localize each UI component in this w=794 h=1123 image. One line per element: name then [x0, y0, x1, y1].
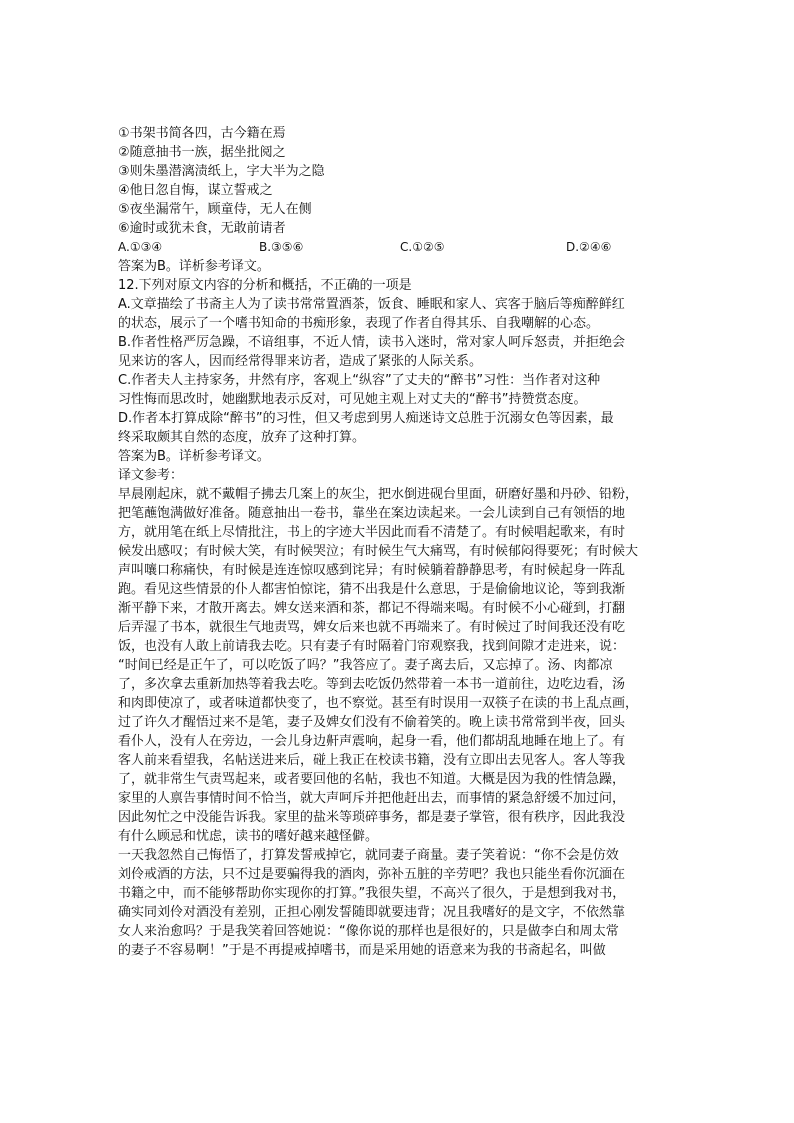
option-d: D.②④⑥	[566, 240, 612, 254]
text-line: 了，多次拿去重新加热等着我去吃。等到去吃饭仍然带着一本书一道前往，边吃边看，汤	[118, 677, 626, 692]
text-line: C.作者夫人主持家务，井然有序，客观上“纵容”了丈夫的“醉书”习性：当作者对这种	[118, 373, 601, 388]
text-line: D.作者本打算成除“醉书”的习性，但又考虑到男人痴迷诗文总胜于沉溺女色等因素，最	[118, 411, 614, 426]
text-line: 见来访的客人，因而经常得罪来访者，造成了紧张的人际关系。	[118, 354, 483, 369]
question-12	[118, 276, 678, 466]
answer-line: 答案为B。详析参考译文。	[118, 449, 270, 464]
text-line: 确实同刘伶对酒没有差别，正担心刚发誓随即就要违背；况且我嗜好的是文字，不依然靠	[118, 905, 626, 920]
text-line: 一天我忽然自己悔悟了，打算发誓戒掉它，就同妻子商量。妻子笑着说：“你不会是仿效	[118, 848, 619, 863]
text-line: 习性悔而思改时，她幽默地表示反对，可见她主观上对丈夫的“醉书”持赞赏态度。	[118, 392, 587, 407]
text-line: 方，就用笔在纸上尽情批注，书上的字迹大半因此而看不清楚了。有时候唱起歌来，有时	[118, 525, 626, 540]
text-line: B.作者性格严厉急躁，不谙组事，不近人情，读书入迷时，常对家人呵斥怒责，并拒绝会	[118, 335, 626, 350]
translation-section	[118, 466, 678, 960]
item-line: ⑥逾时或犹未食，无敢前请者	[118, 221, 286, 236]
option-b: B.③⑤⑥	[259, 240, 304, 254]
text-line: 的状态，展示了一个嗜书知命的书痴形象，表现了作者自得其乐、自我嘲解的心态。	[118, 316, 600, 331]
text-line: 女人来治愈吗？于是我笑着回答她说：“像你说的那样也是很好的，只是做李白和周太常	[118, 924, 619, 939]
text-line: 因此匆忙之中没能告诉我。家里的盐米等琐碎事务，都是妻子掌管，很有秩序，因此我没	[118, 810, 626, 825]
text-line: 早晨刚起床，就不戴帽子拂去几案上的灰尘，把水倒进砚台里面，研磨好墨和丹砂、铅粉，	[118, 487, 639, 502]
option-c: C.①②⑤	[400, 240, 445, 254]
text-line: 终采取颇其自然的态度，放弃了这种打算。	[118, 430, 366, 445]
question-11-items	[118, 124, 678, 238]
text-line: 的妻子不容易啊！”于是不再提戒掉嗜书，而是采用她的语意来为我的书斋起名，叫做	[118, 943, 606, 958]
text-line: 饭，也没有人敢上前请我去吃。只有妻子有时隔着门帘观察我，找到间隙才走进来，说：	[118, 639, 626, 654]
text-line: 和肉即使凉了，或者味道都快变了，也不察觉。甚至有时误用一双筷子在读的书上乱点画，	[118, 696, 639, 711]
text-line: 客人前来看望我，名帖送进来后，碰上我正在校读书籍，没有立即出去见客人。客人等我	[118, 753, 626, 768]
item-line: ⑤夜坐漏常午，顾童侍，无人在侧	[118, 202, 312, 217]
question-11-options	[118, 238, 678, 257]
item-line: ③则朱墨潜漓渍纸上，字大半为之隐	[118, 164, 325, 179]
text-line: 渐平静下来，才散开离去。婢女送来酒和茶，都记不得端来喝。有时候不小心碰到，打翻	[118, 601, 626, 616]
option-a: A.①③④	[118, 240, 163, 254]
answer-line: 答案为B。详析参考译文。	[118, 259, 270, 274]
text-line: 把笔蘸饱满做好准备。随意抽出一卷书，靠坐在案边读起来。一会儿读到自己有领悟的地	[118, 506, 626, 521]
text-line: 声叫嚷口称痛快，有时候是连连惊叹感到诧异；有时候躺着静静思考，有时候起身一阵乱	[118, 563, 626, 578]
item-line: ②随意抽书一族，据坐批阅之	[118, 145, 286, 160]
text-line: 12.下列对原文内容的分析和概括，不正确的一项是	[118, 278, 412, 293]
text-line: 看仆人，没有人在旁边，一会儿身边鼾声震响，起身一看，他们都胡乱地睡在地上了。有	[118, 734, 626, 749]
text-line: 过了许久才醒悟过来不是笔，妻子及婢女们没有不偷着笑的。晚上读书常常到半夜，回头	[118, 715, 626, 730]
text-line: 书籍之中，而不能够帮助你实现你的打算。”我很失望，不高兴了很久，于是想到我对书，	[118, 886, 626, 901]
text-line: 刘伶戒酒的方法，只不过是要骗得我的酒肉，弥补五脏的辛劳吧？我也只能坐看你沉湎在	[118, 867, 626, 882]
translation-heading: 译文参考：	[118, 468, 184, 483]
text-line: 了，就非常生气责骂起来，或者要回他的名帖，我也不知道。大概是因为我的性情急躁，	[118, 772, 626, 787]
item-line: ①书架书简各四，古今籍在焉	[118, 126, 286, 141]
document-page	[118, 124, 678, 960]
text-line: 跑。看见这些情景的仆人都害怕惊诧，猜不出我是什么意思，于是偷偷地议论，等到我渐	[118, 582, 626, 597]
text-line: 候发出感叹；有时候大笑，有时候哭泣；有时候生气大痛骂，有时候郁闷得要死；有时候大	[118, 544, 639, 559]
item-line: ④他日忽自悔，谋立誓戒之	[118, 183, 273, 198]
text-line: “时间已经是正午了，可以吃饭了吗？”我答应了。妻子离去后，又忘掉了。汤、肉都凉	[118, 658, 613, 673]
text-line: 家里的人禀告事情时间不恰当，就大声呵斥并把他赶出去，而事情的紧急舒缓不加过问，	[118, 791, 626, 806]
text-line: 有什么顾忌和忧虑，读书的嗜好越来越怪僻。	[118, 829, 379, 844]
text-line: A.文章描绘了书斋主人为了读书常常置酒茶，饭食、睡眠和家人、宾客于脑后等痴醉鲜红	[118, 297, 625, 312]
text-line: 后弄湿了书本，就很生气地责骂，婢女后来也就不再端来了。有时候过了时间我还没有吃	[118, 620, 626, 635]
